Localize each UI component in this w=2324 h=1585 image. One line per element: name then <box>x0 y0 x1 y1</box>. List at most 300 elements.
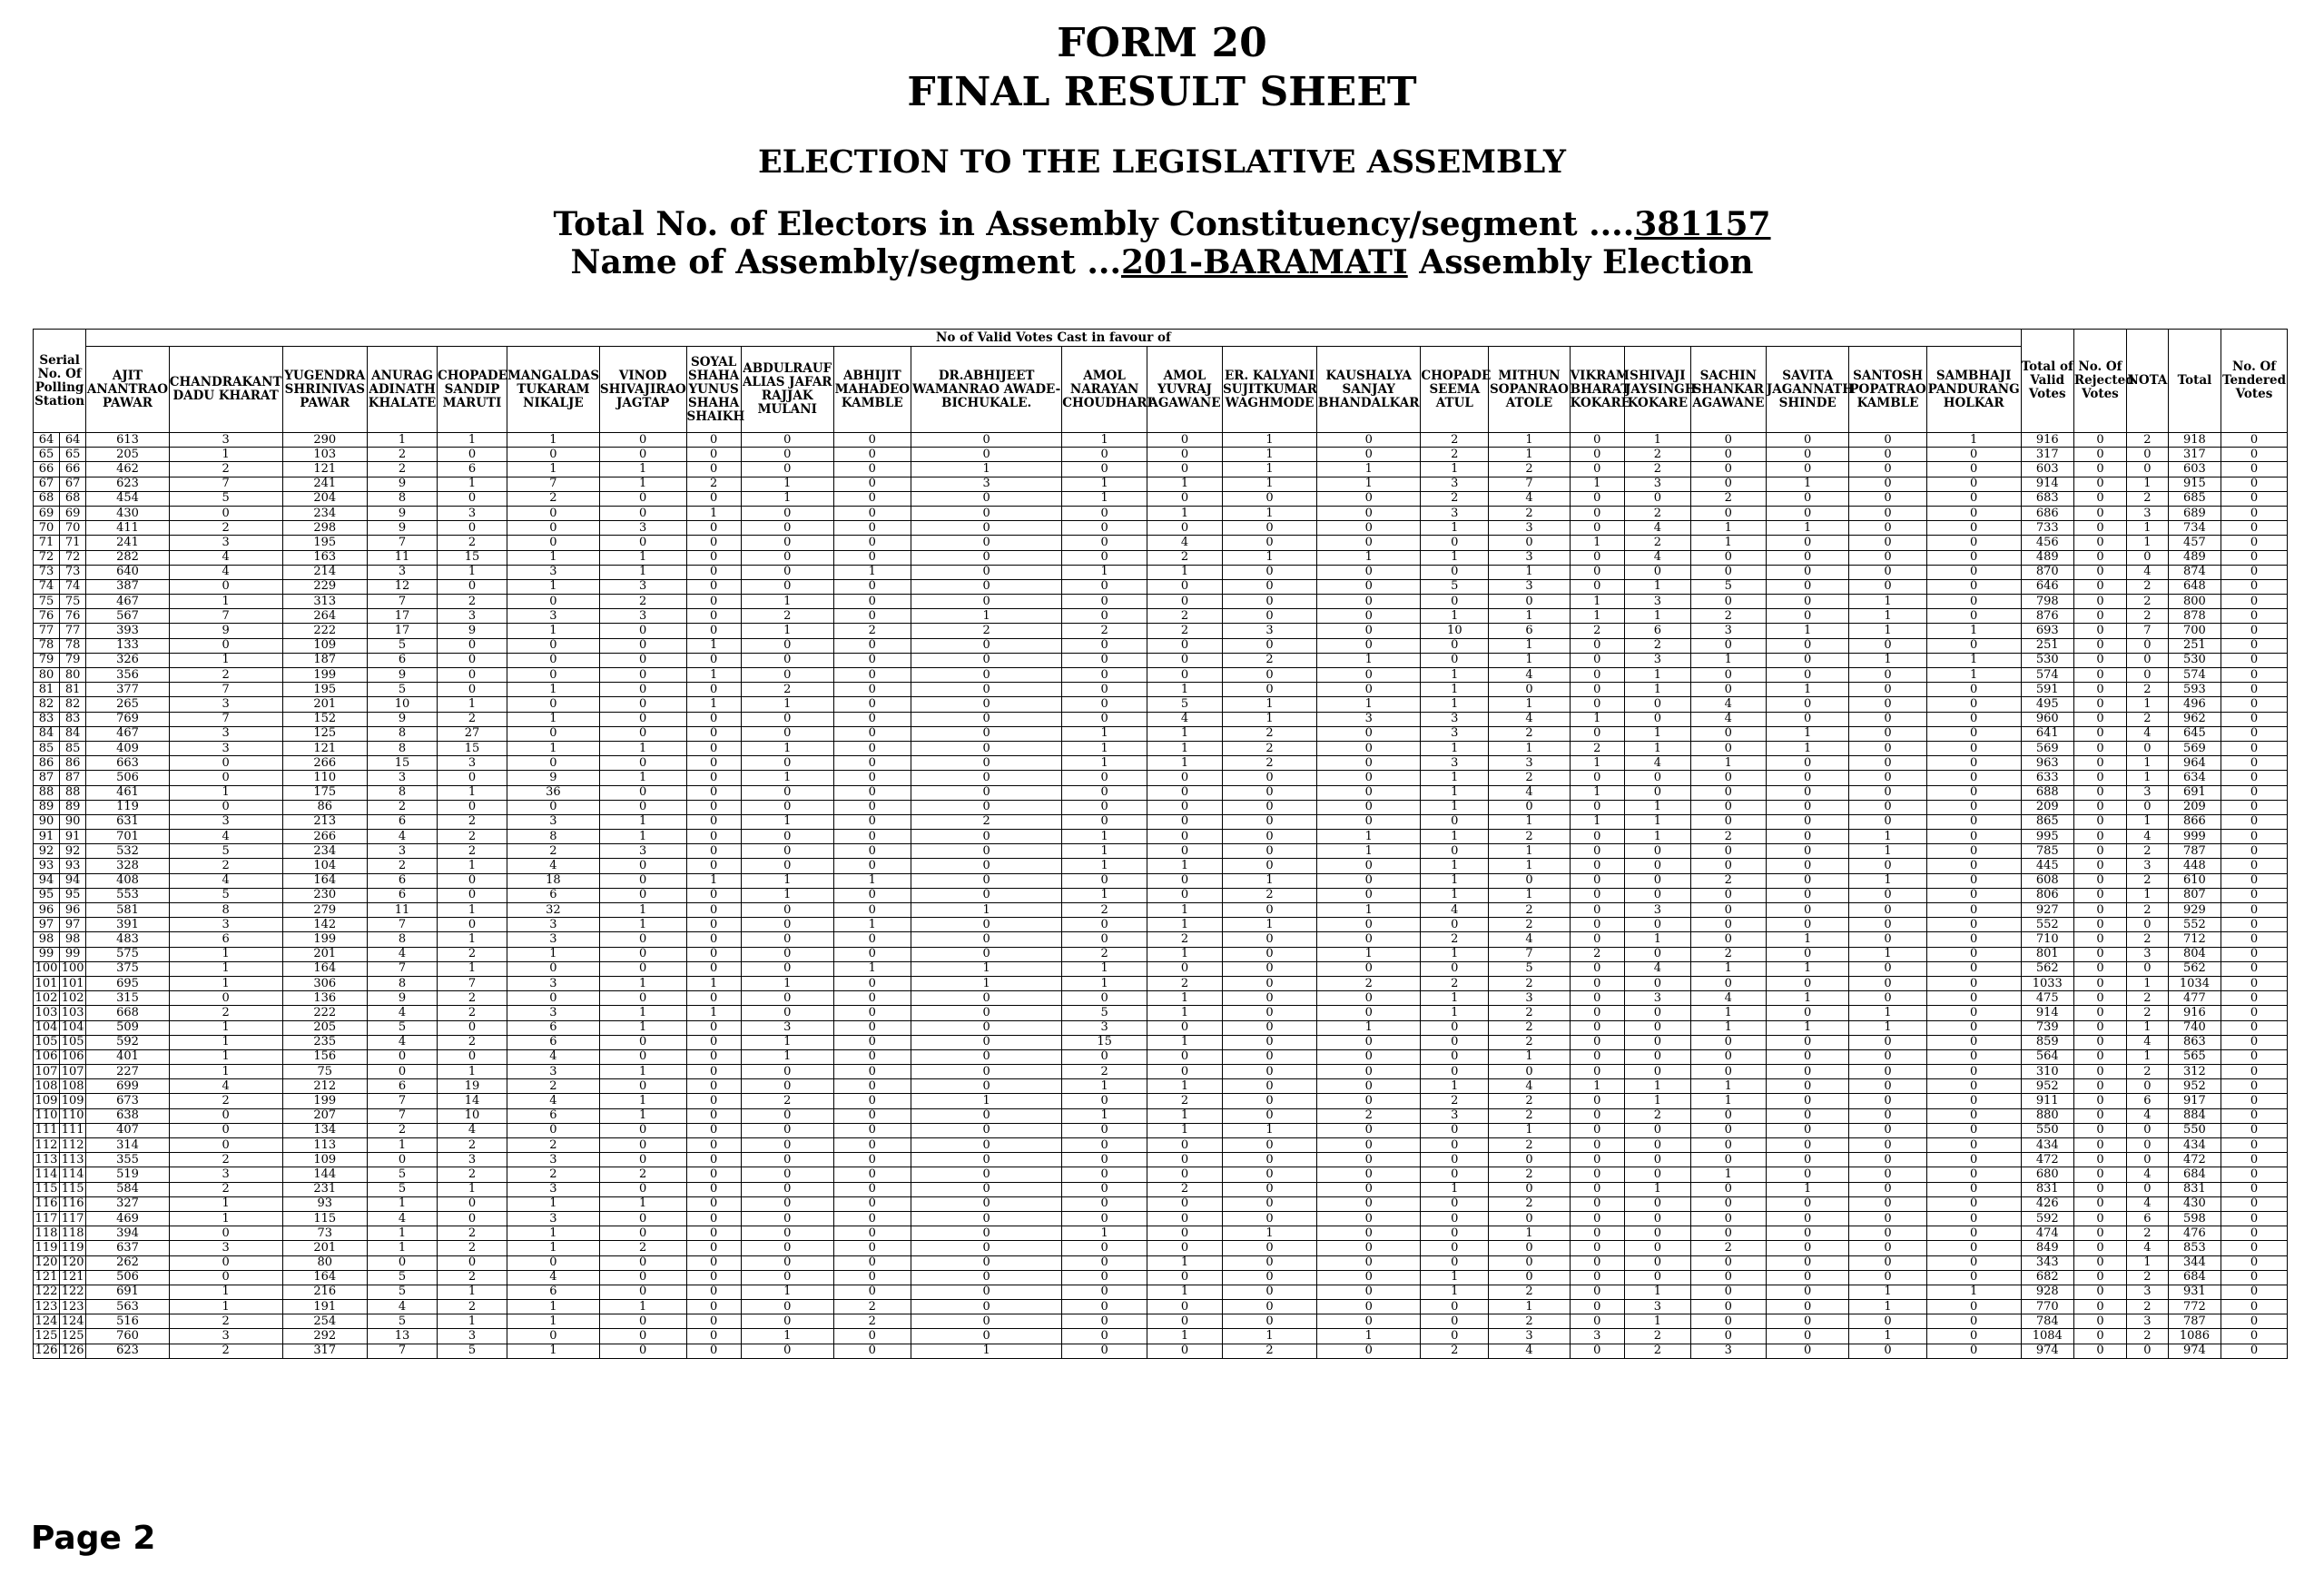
table-cell: 114 <box>34 1167 60 1182</box>
table-cell: 0 <box>1317 1226 1421 1241</box>
table-cell: 1 <box>2127 1049 2169 1064</box>
table-cell: 0 <box>1489 1153 1570 1167</box>
table-cell: 411 <box>86 521 170 536</box>
table-cell: 0 <box>686 800 741 814</box>
table-cell: 1 <box>1147 756 1222 771</box>
table-cell: 0 <box>1926 1094 2021 1108</box>
table-cell: 3 <box>1223 624 1317 638</box>
table-cell: 2 <box>1223 741 1317 755</box>
table-cell: 0 <box>2073 448 2126 462</box>
table-cell: 0 <box>599 1211 686 1226</box>
table-cell: 0 <box>911 1300 1061 1314</box>
table-cell: 4 <box>438 1123 507 1137</box>
table-cell: 0 <box>1062 536 1147 550</box>
table-cell: 3 <box>1489 579 1570 594</box>
table-cell: 1 <box>1421 830 1489 844</box>
table-cell: 0 <box>1570 771 1624 785</box>
table-cell: 0 <box>1421 961 1489 976</box>
table-cell: 0 <box>2221 1123 2288 1137</box>
table-cell: 0 <box>1421 1123 1489 1137</box>
table-cell: 0 <box>1062 506 1147 520</box>
table-cell: 2 <box>833 1314 911 1329</box>
table-cell: 7 <box>368 961 438 976</box>
table-cell: 0 <box>2127 550 2169 565</box>
table-cell: 118 <box>34 1226 60 1241</box>
table-cell: 603 <box>2021 462 2073 477</box>
table-cell: 3 <box>1421 726 1489 741</box>
table-cell: 0 <box>1147 1153 1222 1167</box>
table-row <box>34 1314 2288 1329</box>
table-cell: 1 <box>1570 785 1624 800</box>
table-cell: 8 <box>368 741 438 755</box>
table-cell: 80 <box>60 668 86 683</box>
table-cell: 2 <box>438 844 507 859</box>
candidate-header: AMOL YUVRAJ AGAWANE <box>1147 347 1222 433</box>
table-row <box>34 918 2288 932</box>
table-cell: 209 <box>2021 800 2073 814</box>
table-cell: 0 <box>1317 638 1421 653</box>
table-cell: 0 <box>1421 1196 1489 1211</box>
table-cell: 0 <box>599 624 686 638</box>
table-cell: 1 <box>169 1065 282 1079</box>
table-cell: 0 <box>741 1226 833 1241</box>
table-cell: 0 <box>599 1314 686 1329</box>
table-cell: 1 <box>2127 1020 2169 1035</box>
table-cell: 65 <box>60 448 86 462</box>
table-cell: 9 <box>507 771 599 785</box>
table-cell: 0 <box>599 1138 686 1153</box>
candidate-header: VIKRAM BHARAT KOKARE <box>1570 347 1624 433</box>
table-cell: 2 <box>2127 609 2169 624</box>
table-cell: 6 <box>507 1108 599 1123</box>
table-cell: 0 <box>1624 859 1690 873</box>
table-row <box>34 1006 2288 1020</box>
table-cell: 82 <box>60 697 86 712</box>
table-cell: 0 <box>1849 550 1926 565</box>
table-cell: 2 <box>1147 932 1222 947</box>
table-cell: 80 <box>282 1255 368 1270</box>
table-cell: 0 <box>741 1123 833 1137</box>
table-cell: 262 <box>86 1255 170 1270</box>
table-cell: 0 <box>1570 976 1624 990</box>
table-cell: 86 <box>34 756 60 771</box>
table-cell: 124 <box>60 1314 86 1329</box>
table-cell: 2 <box>911 624 1061 638</box>
table-cell: 995 <box>2021 830 2073 844</box>
table-cell: 477 <box>2168 991 2221 1006</box>
candidate-header: SHIVAJI JAYSINGH KOKARE <box>1624 347 1690 433</box>
table-cell: 0 <box>686 1108 741 1123</box>
table-cell: 1 <box>1147 683 1222 697</box>
table-cell: 0 <box>1147 844 1222 859</box>
table-cell: 691 <box>2168 785 2221 800</box>
table-cell: 0 <box>741 668 833 683</box>
table-cell: 0 <box>1766 1049 1849 1064</box>
table-cell: 1 <box>507 683 599 697</box>
segment-value: 201-BARAMATI <box>1120 243 1408 281</box>
table-cell: 64 <box>34 433 60 448</box>
table-cell: 125 <box>282 726 368 741</box>
table-cell: 0 <box>2073 1049 2126 1064</box>
table-cell: 0 <box>2073 1020 2126 1035</box>
table-cell: 391 <box>86 918 170 932</box>
table-cell: 0 <box>2073 918 2126 932</box>
table-cell: 999 <box>2168 830 2221 844</box>
table-cell: 0 <box>1147 888 1222 902</box>
table-cell: 144 <box>282 1167 368 1182</box>
table-cell: 2 <box>2127 1226 2169 1241</box>
table-cell: 1 <box>438 477 507 491</box>
table-cell: 1 <box>1570 814 1624 829</box>
table-cell: 1 <box>599 976 686 990</box>
table-cell: 0 <box>2221 1049 2288 1064</box>
table-cell: 0 <box>1690 1123 1766 1137</box>
table-cell: 0 <box>1223 844 1317 859</box>
table-cell: 0 <box>741 1006 833 1020</box>
table-cell: 683 <box>2021 491 2073 506</box>
table-cell: 3 <box>599 844 686 859</box>
table-cell: 0 <box>1690 1300 1766 1314</box>
table-cell: 0 <box>833 536 911 550</box>
table-cell: 1 <box>1570 595 1624 609</box>
table-cell: 3 <box>599 579 686 594</box>
table-cell: 1 <box>1624 726 1690 741</box>
table-cell: 0 <box>1624 873 1690 888</box>
table-cell: 0 <box>741 961 833 976</box>
table-cell: 84 <box>34 726 60 741</box>
table-cell: 914 <box>2021 1006 2073 1020</box>
table-cell: 1 <box>1147 1035 1222 1049</box>
table-cell: 1 <box>686 506 741 520</box>
table-cell: 0 <box>1317 918 1421 932</box>
table-cell: 0 <box>741 991 833 1006</box>
table-cell: 0 <box>1766 579 1849 594</box>
table-cell: 0 <box>1926 477 2021 491</box>
table-cell: 0 <box>1926 756 2021 771</box>
table-cell: 0 <box>1421 1300 1489 1314</box>
table-cell: 804 <box>2168 947 2221 961</box>
table-cell: 1 <box>599 565 686 579</box>
table-cell: 201 <box>282 697 368 712</box>
table-cell: 1 <box>1062 433 1147 448</box>
table-cell: 1 <box>1062 888 1147 902</box>
table-cell: 0 <box>2221 595 2288 609</box>
table-cell: 2 <box>438 1300 507 1314</box>
table-cell: 3 <box>2127 506 2169 520</box>
table-cell: 241 <box>86 536 170 550</box>
table-cell: 0 <box>1926 1270 2021 1285</box>
table-cell: 1 <box>1489 1300 1570 1314</box>
table-cell: 0 <box>1926 771 2021 785</box>
table-cell: 0 <box>2221 741 2288 755</box>
table-cell: 222 <box>282 1006 368 1020</box>
table-cell: 9 <box>438 624 507 638</box>
table-cell: 0 <box>1147 1300 1222 1314</box>
table-cell: 0 <box>1766 1344 1849 1358</box>
table-cell: 1 <box>1489 609 1570 624</box>
table-cell: 0 <box>833 1211 911 1226</box>
table-cell: 0 <box>1849 1167 1926 1182</box>
table-cell: 3 <box>1624 477 1690 491</box>
table-row <box>34 579 2288 594</box>
table-cell: 563 <box>86 1300 170 1314</box>
table-cell: 2 <box>1062 1065 1147 1079</box>
table-cell: 1 <box>1849 873 1926 888</box>
table-cell: 0 <box>2221 1300 2288 1314</box>
table-cell: 0 <box>2073 888 2126 902</box>
table-cell: 0 <box>2221 1344 2288 1358</box>
table-cell: 0 <box>2221 433 2288 448</box>
table-cell: 684 <box>2168 1167 2221 1182</box>
table-cell: 1 <box>1147 1108 1222 1123</box>
table-cell: 911 <box>2021 1094 2073 1108</box>
table-cell: 36 <box>507 785 599 800</box>
table-cell: 0 <box>833 1035 911 1049</box>
table-cell: 0 <box>1317 1241 1421 1255</box>
table-cell: 0 <box>1147 961 1222 976</box>
table-cell: 0 <box>1317 1049 1421 1064</box>
table-cell: 3 <box>2127 947 2169 961</box>
table-cell: 1 <box>1624 814 1690 829</box>
table-cell: 0 <box>1223 961 1317 976</box>
table-cell: 1 <box>1849 844 1926 859</box>
table-cell: 567 <box>86 609 170 624</box>
table-cell: 74 <box>34 579 60 594</box>
table-cell: 0 <box>1223 1006 1317 1020</box>
table-cell: 88 <box>34 785 60 800</box>
table-cell: 0 <box>507 991 599 1006</box>
table-cell: 1 <box>1570 477 1624 491</box>
table-cell: 93 <box>34 859 60 873</box>
table-cell: 0 <box>686 491 741 506</box>
table-cell: 96 <box>60 903 86 918</box>
table-cell: 0 <box>911 1270 1061 1285</box>
table-cell: 1 <box>1690 756 1766 771</box>
table-cell: 266 <box>282 756 368 771</box>
table-cell: 1 <box>1690 536 1766 550</box>
table-cell: 784 <box>2021 1314 2073 1329</box>
table-cell: 0 <box>1624 1255 1690 1270</box>
table-cell: 0 <box>1570 1241 1624 1255</box>
table-row <box>34 1255 2288 1270</box>
table-row <box>34 888 2288 902</box>
table-cell: 0 <box>1926 1035 2021 1049</box>
table-cell: 0 <box>1766 1094 1849 1108</box>
table-cell: 163 <box>282 550 368 565</box>
table-cell: 1 <box>1147 1329 1222 1344</box>
table-cell: 0 <box>2221 1065 2288 1079</box>
table-cell: 1 <box>1926 624 2021 638</box>
table-cell: 0 <box>1690 668 1766 683</box>
table-cell: 234 <box>282 844 368 859</box>
table-cell: 0 <box>1062 1329 1147 1344</box>
table-cell: 1 <box>1849 947 1926 961</box>
table-cell: 2 <box>1624 1329 1690 1344</box>
table-cell: 0 <box>599 932 686 947</box>
table-cell: 506 <box>86 771 170 785</box>
table-cell: 1 <box>507 1300 599 1314</box>
table-cell: 1 <box>1489 1123 1570 1137</box>
table-cell: 122 <box>60 1285 86 1299</box>
table-cell: 0 <box>1624 1006 1690 1020</box>
table-cell: 634 <box>2168 771 2221 785</box>
table-cell: 8 <box>368 976 438 990</box>
table-cell: 67 <box>60 477 86 491</box>
table-cell: 0 <box>368 1049 438 1064</box>
table-cell: 0 <box>1421 595 1489 609</box>
table-cell: 1 <box>1147 1123 1222 1137</box>
table-cell: 4 <box>1489 712 1570 726</box>
table-cell: 92 <box>34 844 60 859</box>
table-cell: 0 <box>2073 477 2126 491</box>
table-cell: 689 <box>2168 506 2221 520</box>
table-cell: 0 <box>1421 1167 1489 1182</box>
table-cell: 0 <box>438 1049 507 1064</box>
table-cell: 68 <box>60 491 86 506</box>
table-cell: 142 <box>282 918 368 932</box>
table-cell: 119 <box>86 800 170 814</box>
table-cell: 10 <box>368 697 438 712</box>
table-cell: 562 <box>2021 961 2073 976</box>
table-cell: 0 <box>911 785 1061 800</box>
table-cell: 0 <box>911 550 1061 565</box>
table-cell: 1 <box>2127 976 2169 990</box>
table-cell: 0 <box>1570 462 1624 477</box>
table-cell: 119 <box>60 1241 86 1255</box>
table-cell: 0 <box>1147 491 1222 506</box>
table-cell: 0 <box>368 1065 438 1079</box>
table-cell: 0 <box>833 521 911 536</box>
table-row <box>34 961 2288 976</box>
table-cell: 1 <box>1421 1285 1489 1299</box>
table-cell: 314 <box>86 1138 170 1153</box>
table-cell: 2 <box>1062 903 1147 918</box>
table-cell: 0 <box>741 506 833 520</box>
table-cell: 1 <box>1690 521 1766 536</box>
table-cell: 116 <box>34 1196 60 1211</box>
table-cell: 916 <box>2021 433 2073 448</box>
table-cell: 0 <box>1624 491 1690 506</box>
table-cell: 86 <box>60 756 86 771</box>
table-cell: 343 <box>2021 1255 2073 1270</box>
table-cell: 91 <box>60 830 86 844</box>
table-cell: 0 <box>2221 1079 2288 1094</box>
table-cell: 216 <box>282 1285 368 1299</box>
table-cell: 1 <box>1690 1167 1766 1182</box>
table-cell: 0 <box>1570 579 1624 594</box>
table-cell: 0 <box>1317 1094 1421 1108</box>
table-cell: 1 <box>741 771 833 785</box>
table-cell: 0 <box>1849 1153 1926 1167</box>
table-cell: 32 <box>507 903 599 918</box>
table-cell: 0 <box>686 918 741 932</box>
table-row <box>34 491 2288 506</box>
table-cell: 1 <box>1624 1314 1690 1329</box>
table-cell: 0 <box>833 1065 911 1079</box>
table-cell: 0 <box>2073 579 2126 594</box>
table-cell: 787 <box>2168 1314 2221 1329</box>
table-cell: 79 <box>34 653 60 667</box>
table-cell: 0 <box>1926 1329 2021 1344</box>
table-cell: 0 <box>1926 1138 2021 1153</box>
table-cell: 0 <box>1766 1196 1849 1211</box>
table-cell: 0 <box>1690 741 1766 755</box>
table-row <box>34 976 2288 990</box>
table-cell: 0 <box>911 888 1061 902</box>
table-cell: 0 <box>1062 918 1147 932</box>
table-cell: 0 <box>1147 521 1222 536</box>
table-row <box>34 726 2288 741</box>
table-cell: 9 <box>368 668 438 683</box>
table-cell: 0 <box>1690 1314 1766 1329</box>
table-cell: 1 <box>438 565 507 579</box>
table-cell: 279 <box>282 903 368 918</box>
table-cell: 0 <box>1317 683 1421 697</box>
table-cell: 2 <box>1489 771 1570 785</box>
table-cell: 0 <box>1766 976 1849 990</box>
table-cell: 7 <box>1489 477 1570 491</box>
table-cell: 229 <box>282 579 368 594</box>
table-cell: 4 <box>1489 932 1570 947</box>
table-cell: 0 <box>1570 1300 1624 1314</box>
table-row <box>34 903 2288 918</box>
table-cell: 0 <box>911 830 1061 844</box>
table-cell: 0 <box>911 1153 1061 1167</box>
table-cell: 462 <box>86 462 170 477</box>
table-cell: 0 <box>1926 448 2021 462</box>
table-cell: 0 <box>507 595 599 609</box>
table-cell: 209 <box>2168 800 2221 814</box>
table-cell: 0 <box>1624 947 1690 961</box>
table-cell: 1 <box>1317 947 1421 961</box>
table-cell: 78 <box>60 638 86 653</box>
table-cell: 122 <box>34 1285 60 1299</box>
electors-value: 381157 <box>1634 205 1771 243</box>
table-cell: 106 <box>60 1049 86 1064</box>
table-cell: 0 <box>1766 1329 1849 1344</box>
table-cell: 734 <box>2168 521 2221 536</box>
table-cell: 0 <box>1223 521 1317 536</box>
table-cell: 6 <box>368 653 438 667</box>
table-cell: 2 <box>1489 1035 1570 1049</box>
table-cell: 0 <box>599 712 686 726</box>
table-cell: 409 <box>86 741 170 755</box>
table-cell: 3 <box>169 433 282 448</box>
table-cell: 0 <box>1849 976 1926 990</box>
table-cell: 1 <box>1489 565 1570 579</box>
table-cell: 0 <box>1926 741 2021 755</box>
table-cell: 0 <box>686 1255 741 1270</box>
table-cell: 2 <box>1421 1344 1489 1358</box>
table-cell: 0 <box>1766 462 1849 477</box>
table-cell: 6 <box>169 932 282 947</box>
table-cell: 312 <box>2168 1065 2221 1079</box>
table-cell: 0 <box>1766 1138 1849 1153</box>
table-cell: 772 <box>2168 1300 2221 1314</box>
table-cell: 0 <box>1849 1094 1926 1108</box>
table-cell: 0 <box>1570 1270 1624 1285</box>
table-cell: 0 <box>833 1079 911 1094</box>
table-cell: 213 <box>282 814 368 829</box>
table-cell: 0 <box>1317 433 1421 448</box>
table-cell: 0 <box>833 814 911 829</box>
table-cell: 7 <box>368 918 438 932</box>
table-cell: 0 <box>1624 1065 1690 1079</box>
table-cell: 2 <box>1223 1344 1317 1358</box>
table-cell: 0 <box>1926 961 2021 976</box>
table-cell: 1 <box>833 918 911 932</box>
table-cell: 0 <box>1223 1153 1317 1167</box>
